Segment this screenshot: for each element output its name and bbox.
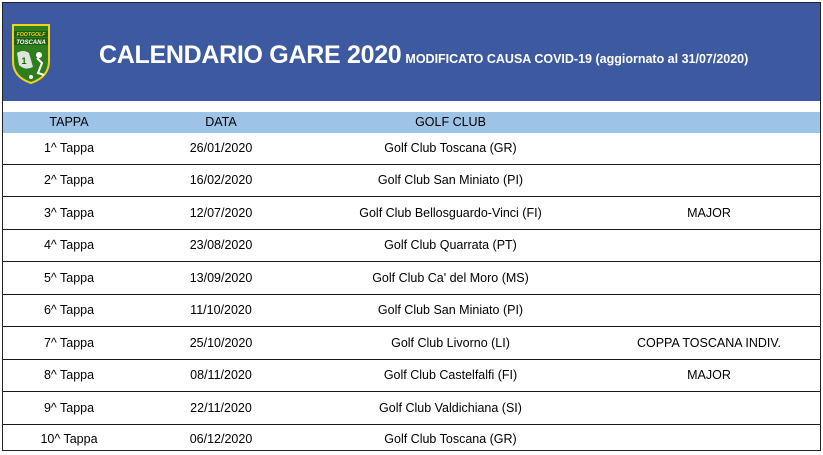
cell-golf-club: Golf Club San Miniato (PI) xyxy=(377,173,524,187)
cell-tappa: 10^ Tappa xyxy=(40,432,98,446)
cell-data: 08/11/2020 xyxy=(190,368,252,382)
cell-golf-club: Golf Club Castelfalfi (FI) xyxy=(383,368,518,382)
cell-tappa: 4^ Tappa xyxy=(43,238,95,252)
cell-tappa: 1^ Tappa xyxy=(43,141,95,155)
table-row xyxy=(3,360,820,392)
table-row xyxy=(3,393,820,425)
cell-data: 25/10/2020 xyxy=(189,336,253,350)
cell-golf-club: Golf Club San Miniato (PI) xyxy=(377,303,524,317)
column-header-golf-club: GOLF CLUB xyxy=(415,115,486,129)
cell-data: 12/07/2020 xyxy=(189,206,253,220)
table-row xyxy=(3,230,820,262)
cell-golf-club: Golf Club Bellosguardo-Vinci (FI) xyxy=(359,206,542,220)
cell-note: MAJOR xyxy=(687,206,731,220)
cell-tappa: 5^ Tappa xyxy=(43,271,95,285)
table-row xyxy=(3,133,820,165)
table-row xyxy=(3,263,820,295)
logo-text-toscana: TOSCANA xyxy=(16,40,46,46)
calendar-sheet xyxy=(2,2,821,451)
cell-golf-club: Golf Club Toscana (GR) xyxy=(384,432,517,446)
cell-golf-club: Golf Club Quarrata (PT) xyxy=(384,238,517,252)
cell-tappa: 6^ Tappa xyxy=(43,303,95,317)
table-row xyxy=(3,425,820,450)
footgolf-toscana-logo xyxy=(11,23,51,85)
logo-number: 1 xyxy=(21,56,27,66)
cell-tappa: 3^ Tappa xyxy=(43,206,95,220)
column-header-data: DATA xyxy=(205,115,237,129)
cell-data: 26/01/2020 xyxy=(189,141,253,155)
cell-data: 23/08/2020 xyxy=(189,238,253,252)
cell-data: 13/09/2020 xyxy=(189,271,253,285)
cell-golf-club: Golf Club Ca' del Moro (MS) xyxy=(372,271,529,285)
table-row xyxy=(3,165,820,197)
cell-tappa: 2^ Tappa xyxy=(43,173,95,187)
cell-data: 22/11/2020 xyxy=(190,401,252,415)
cell-tappa: 7^ Tappa xyxy=(43,336,95,350)
page-subtitle: MODIFICATO CAUSA COVID-19 (aggiornato al 31/07/2020) xyxy=(405,52,749,66)
table-row xyxy=(3,198,820,230)
cell-tappa: 9^ Tappa xyxy=(43,401,95,415)
table-row xyxy=(3,328,820,360)
logo-text-footgolf: FOOTGOLF xyxy=(16,32,46,38)
cell-data: 06/12/2020 xyxy=(189,432,253,446)
column-header-tappa: TAPPA xyxy=(49,115,89,129)
cell-golf-club: Golf Club Valdichiana (SI) xyxy=(379,401,522,415)
cell-golf-club: Golf Club Livorno (LI) xyxy=(391,336,510,350)
column-header-row xyxy=(3,112,820,133)
cell-note: MAJOR xyxy=(687,368,731,382)
table-row xyxy=(3,295,820,327)
cell-data: 11/10/2020 xyxy=(190,303,252,317)
cell-data: 16/02/2020 xyxy=(189,173,253,187)
cell-golf-club: Golf Club Toscana (GR) xyxy=(384,141,517,155)
header-banner xyxy=(3,3,820,101)
cell-note: COPPA TOSCANA INDIV. xyxy=(636,336,782,350)
page-title: CALENDARIO GARE 2020 xyxy=(99,41,402,69)
cell-tappa: 8^ Tappa xyxy=(43,368,95,382)
